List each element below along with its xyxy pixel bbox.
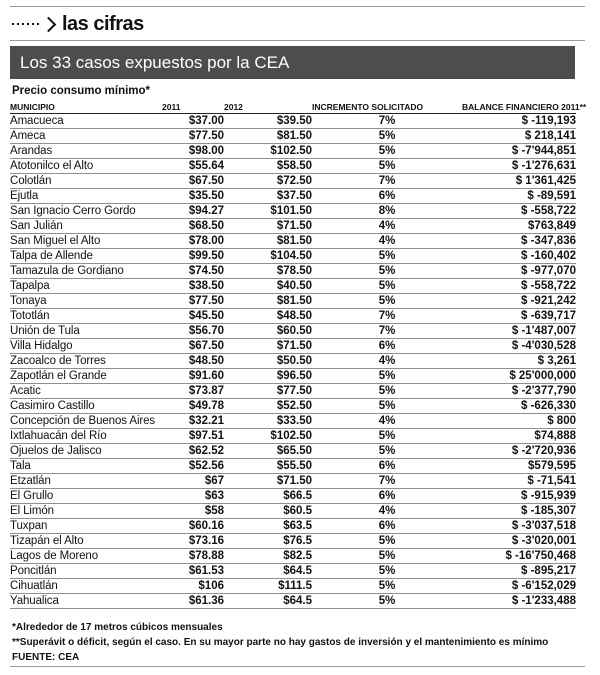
cell-price-2011: $67.50 (162, 174, 224, 189)
cell-incremento: 5% (312, 144, 462, 159)
cell-price-2012: $96.50 (224, 369, 312, 384)
cell-price-2012: $72.50 (224, 174, 312, 189)
table-row (10, 504, 576, 519)
cell-price-2012: $71.50 (224, 219, 312, 234)
cell-price-2012: $33.50 (224, 414, 312, 429)
cell-balance: $ -347,836 (462, 234, 576, 249)
cell-price-2012: $77.50 (224, 384, 312, 399)
table-row (10, 354, 576, 369)
kicker-rule (10, 40, 585, 41)
table-row (10, 129, 576, 144)
cell-price-2012: $81.50 (224, 129, 312, 144)
cell-balance: $ -3'037,518 (462, 519, 576, 534)
header-2012: 2012 (224, 100, 312, 114)
cell-price-2011: $78.88 (162, 549, 224, 564)
cell-price-2011: $52.56 (162, 459, 224, 474)
table-row (10, 474, 576, 489)
cell-balance: $763,849 (462, 219, 576, 234)
table-row (10, 534, 576, 549)
cell-municipio: Colotlán (10, 174, 162, 189)
cell-incremento: 4% (312, 354, 462, 369)
table-row (10, 594, 576, 609)
cell-balance: $ -921,242 (462, 294, 576, 309)
cell-balance: $ -6'152,029 (462, 579, 576, 594)
table-row (10, 519, 576, 534)
table-header-row (10, 100, 576, 114)
cell-price-2011: $58 (162, 504, 224, 519)
data-table (10, 100, 587, 609)
cell-incremento: 7% (312, 309, 462, 324)
table-row (10, 309, 576, 324)
cell-incremento: 6% (312, 459, 462, 474)
cell-price-2011: $78.00 (162, 234, 224, 249)
cell-balance: $ -1'276,631 (462, 159, 576, 174)
cell-price-2011: $73.16 (162, 534, 224, 549)
table-row (10, 444, 576, 459)
cell-price-2012: $78.50 (224, 264, 312, 279)
cell-municipio: Zapotlán el Grande (10, 369, 162, 384)
cell-balance: $ -185,307 (462, 504, 576, 519)
table-row (10, 159, 576, 174)
cell-incremento: 5% (312, 384, 462, 399)
cell-incremento: 5% (312, 549, 462, 564)
cell-price-2011: $35.50 (162, 189, 224, 204)
cell-incremento: 5% (312, 249, 462, 264)
cell-balance: $74,888 (462, 429, 576, 444)
cell-price-2012: $71.50 (224, 474, 312, 489)
table-row (10, 114, 576, 129)
cell-balance: $ -977,070 (462, 264, 576, 279)
cell-incremento: 5% (312, 429, 462, 444)
cell-price-2012: $58.50 (224, 159, 312, 174)
table-row (10, 234, 576, 249)
table-row (10, 459, 576, 474)
cell-price-2011: $61.53 (162, 564, 224, 579)
cell-price-2011: $68.50 (162, 219, 224, 234)
cell-price-2012: $52.50 (224, 399, 312, 414)
cell-price-2012: $82.5 (224, 549, 312, 564)
table-row (10, 399, 576, 414)
cell-price-2011: $56.70 (162, 324, 224, 339)
cell-incremento: 5% (312, 594, 462, 609)
table-row (10, 279, 576, 294)
cell-price-2011: $62.52 (162, 444, 224, 459)
cell-balance: $ -89,591 (462, 189, 576, 204)
cell-municipio: San Miguel el Alto (10, 234, 162, 249)
cell-incremento: 4% (312, 219, 462, 234)
cell-municipio: San Ignacio Cerro Gordo (10, 204, 162, 219)
cell-price-2011: $63 (162, 489, 224, 504)
table-row (10, 204, 576, 219)
cell-municipio: Unión de Tula (10, 324, 162, 339)
cell-balance: $ -915,939 (462, 489, 576, 504)
cell-price-2011: $60.16 (162, 519, 224, 534)
cell-balance: $ 218,141 (462, 129, 576, 144)
cell-balance: $ -895,217 (462, 564, 576, 579)
cell-balance: $ -2'720,936 (462, 444, 576, 459)
cell-price-2011: $67 (162, 474, 224, 489)
cell-price-2012: $40.50 (224, 279, 312, 294)
cell-balance: $ 3,261 (462, 354, 576, 369)
table-row (10, 564, 576, 579)
cell-price-2012: $50.50 (224, 354, 312, 369)
cell-balance: $ 1'361,425 (462, 174, 576, 189)
cell-balance: $ -3'020,001 (462, 534, 576, 549)
cell-price-2011: $99.50 (162, 249, 224, 264)
cell-balance: $ -71,541 (462, 474, 576, 489)
cell-price-2011: $32.21 (162, 414, 224, 429)
cell-balance: $ -119,193 (462, 114, 576, 129)
table-row (10, 369, 576, 384)
cell-municipio: Villa Hidalgo (10, 339, 162, 354)
cell-municipio: Etzatlán (10, 474, 162, 489)
cell-price-2012: $63.5 (224, 519, 312, 534)
cell-price-2011: $77.50 (162, 294, 224, 309)
cell-price-2012: $60.5 (224, 504, 312, 519)
table-row (10, 384, 576, 399)
table-row (10, 579, 576, 594)
table-row (10, 264, 576, 279)
table-row (10, 414, 576, 429)
cell-price-2011: $74.50 (162, 264, 224, 279)
cell-price-2012: $55.50 (224, 459, 312, 474)
kicker-label: las cifras (62, 12, 144, 35)
table-row (10, 189, 576, 204)
cell-municipio: Tala (10, 459, 162, 474)
cell-incremento: 6% (312, 339, 462, 354)
table-row (10, 249, 576, 264)
cell-incremento: 5% (312, 294, 462, 309)
cell-municipio: El Grullo (10, 489, 162, 504)
cell-municipio: Ixtlahuacán del Río (10, 429, 162, 444)
table-row (10, 324, 576, 339)
cell-incremento: 5% (312, 579, 462, 594)
table-row (10, 294, 576, 309)
headline-bar: Los 33 casos expuestos por la CEA (10, 46, 575, 79)
cell-balance: $ -639,717 (462, 309, 576, 324)
dotted-arrow-icon (12, 19, 54, 30)
cell-incremento: 4% (312, 414, 462, 429)
cell-municipio: Lagos de Moreno (10, 549, 162, 564)
cell-municipio: El Limón (10, 504, 162, 519)
table-subtitle: Precio consumo mínimo* (12, 85, 151, 97)
cell-price-2011: $106 (162, 579, 224, 594)
cell-incremento: 4% (312, 234, 462, 249)
cell-price-2012: $81.50 (224, 234, 312, 249)
cell-balance: $ 25'000,000 (462, 369, 576, 384)
cell-price-2012: $65.50 (224, 444, 312, 459)
cell-balance: $ -558,722 (462, 279, 576, 294)
cell-balance: $ -2'377,790 (462, 384, 576, 399)
cell-municipio: Amacueca (10, 114, 162, 129)
cell-price-2011: $45.50 (162, 309, 224, 324)
cell-municipio: Acatic (10, 384, 162, 399)
cell-price-2011: $49.78 (162, 399, 224, 414)
cell-incremento: 5% (312, 129, 462, 144)
cell-price-2012: $64.5 (224, 564, 312, 579)
cell-balance: $579,595 (462, 459, 576, 474)
cell-municipio: Tamazula de Gordiano (10, 264, 162, 279)
cell-price-2011: $37.00 (162, 114, 224, 129)
cell-municipio: Zacoalco de Torres (10, 354, 162, 369)
cell-price-2012: $71.50 (224, 339, 312, 354)
table-row (10, 549, 576, 564)
cell-incremento: 5% (312, 534, 462, 549)
cell-balance: $ -558,722 (462, 204, 576, 219)
bottom-rule (10, 666, 585, 667)
cell-price-2012: $111.5 (224, 579, 312, 594)
cell-municipio: Yahualica (10, 594, 162, 609)
cell-price-2011: $94.27 (162, 204, 224, 219)
cell-price-2012: $81.50 (224, 294, 312, 309)
cell-price-2011: $55.64 (162, 159, 224, 174)
cell-balance: $ -1'487,007 (462, 324, 576, 339)
source-note: FUENTE: CEA (12, 652, 80, 663)
footnotes (12, 620, 582, 665)
cell-incremento: 5% (312, 564, 462, 579)
cell-price-2011: $73.87 (162, 384, 224, 399)
cell-municipio: Poncitlán (10, 564, 162, 579)
cell-municipio: Talpa de Allende (10, 249, 162, 264)
cell-municipio: Tapalpa (10, 279, 162, 294)
cell-price-2012: $37.50 (224, 189, 312, 204)
cell-price-2011: $77.50 (162, 129, 224, 144)
cell-balance: $ -16'750,468 (462, 549, 576, 564)
table-row (10, 489, 576, 504)
cell-incremento: 8% (312, 204, 462, 219)
cell-municipio: Ejutla (10, 189, 162, 204)
cell-incremento: 5% (312, 159, 462, 174)
cell-balance: $ -160,402 (462, 249, 576, 264)
header-balance: BALANCE FINANCIERO 2011** (462, 101, 587, 112)
cell-price-2011: $97.51 (162, 429, 224, 444)
cell-balance: $ 800 (462, 414, 576, 429)
table-row (10, 219, 576, 234)
footnote-2: **Superávit o déficit, según el caso. En su mayor parte no hay gastos de inversión y el mantenimiento es mínimo (12, 637, 549, 648)
cell-incremento: 4% (312, 504, 462, 519)
cell-municipio: Ojuelos de Jalisco (10, 444, 162, 459)
cell-incremento: 7% (312, 174, 462, 189)
cell-incremento: 5% (312, 369, 462, 384)
cell-price-2012: $104.50 (224, 249, 312, 264)
cell-price-2012: $76.5 (224, 534, 312, 549)
cell-price-2012: $102.50 (224, 144, 312, 159)
cell-price-2012: $64.5 (224, 594, 312, 609)
cell-price-2011: $67.50 (162, 339, 224, 354)
cell-municipio: Ameca (10, 129, 162, 144)
cell-price-2012: $60.50 (224, 324, 312, 339)
header-incremento: INCREMENTO SOLICITADO (312, 100, 462, 114)
table-body (10, 114, 576, 609)
cell-price-2011: $91.60 (162, 369, 224, 384)
cell-incremento: 7% (312, 114, 462, 129)
header-2011: 2011 (162, 100, 224, 114)
cell-price-2011: $48.50 (162, 354, 224, 369)
cell-incremento: 6% (312, 489, 462, 504)
cell-price-2012: $102.50 (224, 429, 312, 444)
cell-balance: $ -7'944,851 (462, 144, 576, 159)
cell-balance: $ -1'233,488 (462, 594, 576, 609)
cell-price-2012: $39.50 (224, 114, 312, 129)
cell-incremento: 5% (312, 444, 462, 459)
cell-municipio: Arandas (10, 144, 162, 159)
cell-municipio: Tizapán el Alto (10, 534, 162, 549)
cell-incremento: 7% (312, 324, 462, 339)
cell-price-2012: $48.50 (224, 309, 312, 324)
cell-municipio: Tuxpan (10, 519, 162, 534)
footnote-1: *Alrededor de 17 metros cúbicos mensuales (12, 622, 223, 633)
cell-price-2011: $98.00 (162, 144, 224, 159)
cell-price-2012: $101.50 (224, 204, 312, 219)
cell-incremento: 6% (312, 519, 462, 534)
cell-balance: $ -4'030,528 (462, 339, 576, 354)
table-row (10, 144, 576, 159)
cell-incremento: 7% (312, 474, 462, 489)
cell-incremento: 6% (312, 189, 462, 204)
cell-price-2012: $66.5 (224, 489, 312, 504)
top-rule (10, 6, 585, 7)
cell-incremento: 5% (312, 279, 462, 294)
cell-municipio: San Julián (10, 219, 162, 234)
header-municipio: MUNICIPIO (10, 100, 162, 114)
table-row (10, 339, 576, 354)
section-kicker (12, 12, 144, 36)
cell-municipio: Casimiro Castillo (10, 399, 162, 414)
cell-balance: $ -626,330 (462, 399, 576, 414)
cell-municipio: Concepción de Buenos Aires (10, 414, 162, 429)
cell-municipio: Atotonilco el Alto (10, 159, 162, 174)
cell-price-2011: $61.36 (162, 594, 224, 609)
table-row (10, 429, 576, 444)
cell-municipio: Tototlán (10, 309, 162, 324)
cell-incremento: 5% (312, 399, 462, 414)
cell-municipio: Tonaya (10, 294, 162, 309)
cell-price-2011: $38.50 (162, 279, 224, 294)
cell-incremento: 5% (312, 264, 462, 279)
table-row (10, 174, 576, 189)
cell-municipio: Cihuatlán (10, 579, 162, 594)
